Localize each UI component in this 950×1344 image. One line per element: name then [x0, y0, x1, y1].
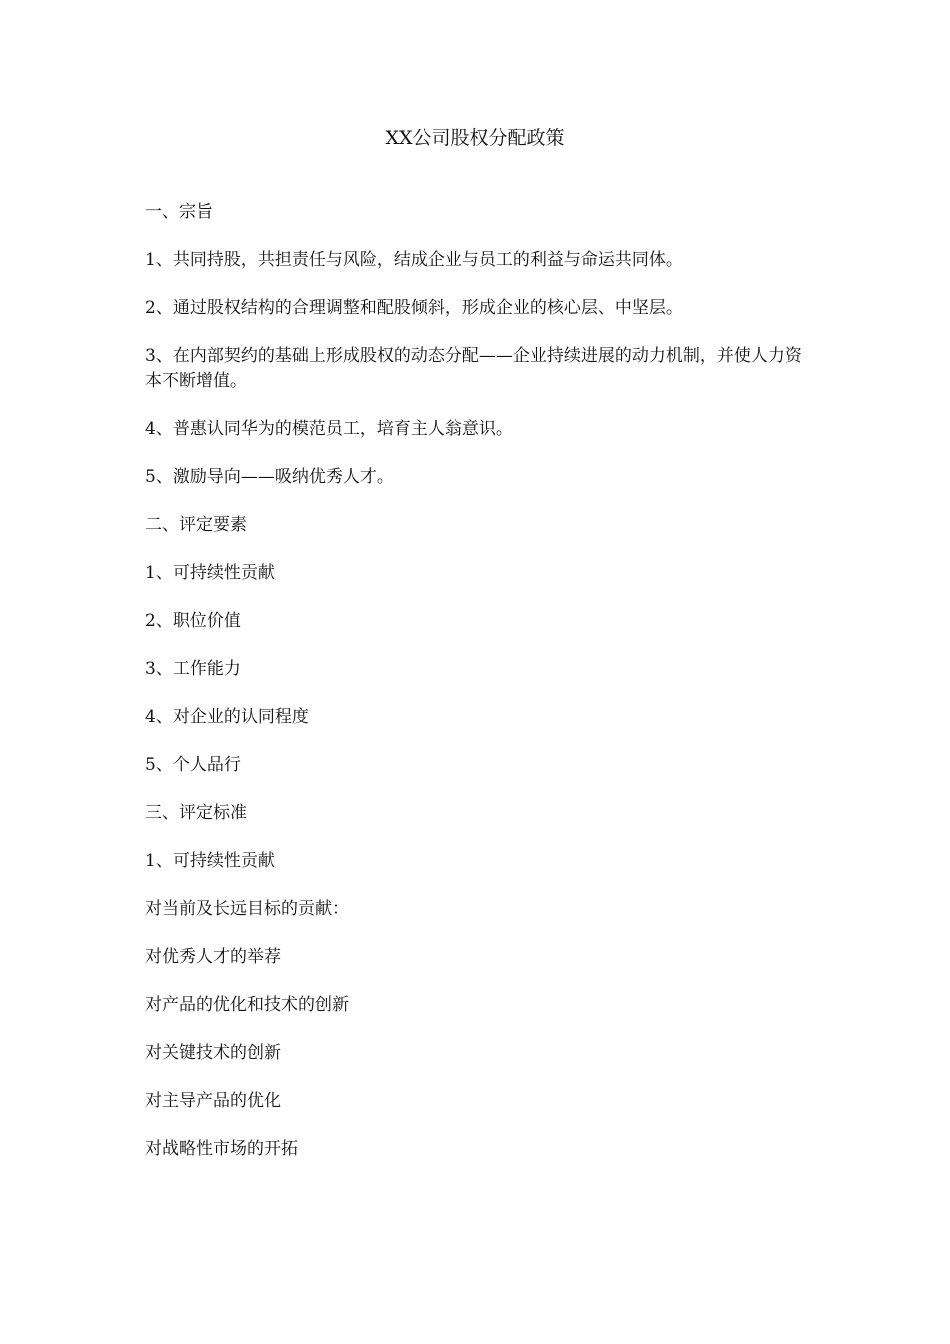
purpose-item: 4、普惠认同华为的模范员工，培育主人翁意识。	[145, 419, 513, 439]
criteria-detail: 对优秀人才的举荐	[145, 947, 281, 967]
document-title: XX公司股权分配政策	[385, 127, 565, 149]
document-body	[145, 200, 810, 1185]
criteria-detail: 对主导产品的优化	[145, 1091, 281, 1111]
purpose-item: 5、激励导向——吸纳优秀人才。	[145, 467, 394, 487]
criteria-detail: 对当前及长远目标的贡献：	[145, 899, 349, 919]
section-heading-purpose: 一、宗旨	[145, 202, 213, 222]
evaluation-factor-item: 2、职位价值	[145, 611, 241, 631]
evaluation-factor-item: 4、对企业的认同程度	[145, 707, 309, 727]
criteria-item: 1、可持续性贡献	[145, 851, 275, 871]
purpose-item: 3、在内部契约的基础上形成股权的动态分配——企业持续进展的动力机制，并使人力资本不断增值。	[145, 346, 802, 391]
purpose-item: 1、共同持股，共担责任与风险，结成企业与员工的利益与命运共同体。	[145, 250, 683, 270]
criteria-detail: 对关键技术的创新	[145, 1043, 281, 1063]
criteria-detail: 对产品的优化和技术的创新	[145, 995, 349, 1015]
evaluation-factor-item: 3、工作能力	[145, 659, 241, 679]
purpose-item: 2、通过股权结构的合理调整和配股倾斜，形成企业的核心层、中坚层。	[145, 298, 683, 318]
section-heading-evaluation-criteria: 三、评定标准	[145, 803, 247, 823]
evaluation-factor-item: 5、个人品行	[145, 755, 241, 775]
section-heading-evaluation-factors: 二、评定要素	[145, 515, 247, 535]
evaluation-factor-item: 1、可持续性贡献	[145, 563, 275, 583]
criteria-detail: 对战略性市场的开拓	[145, 1139, 298, 1159]
